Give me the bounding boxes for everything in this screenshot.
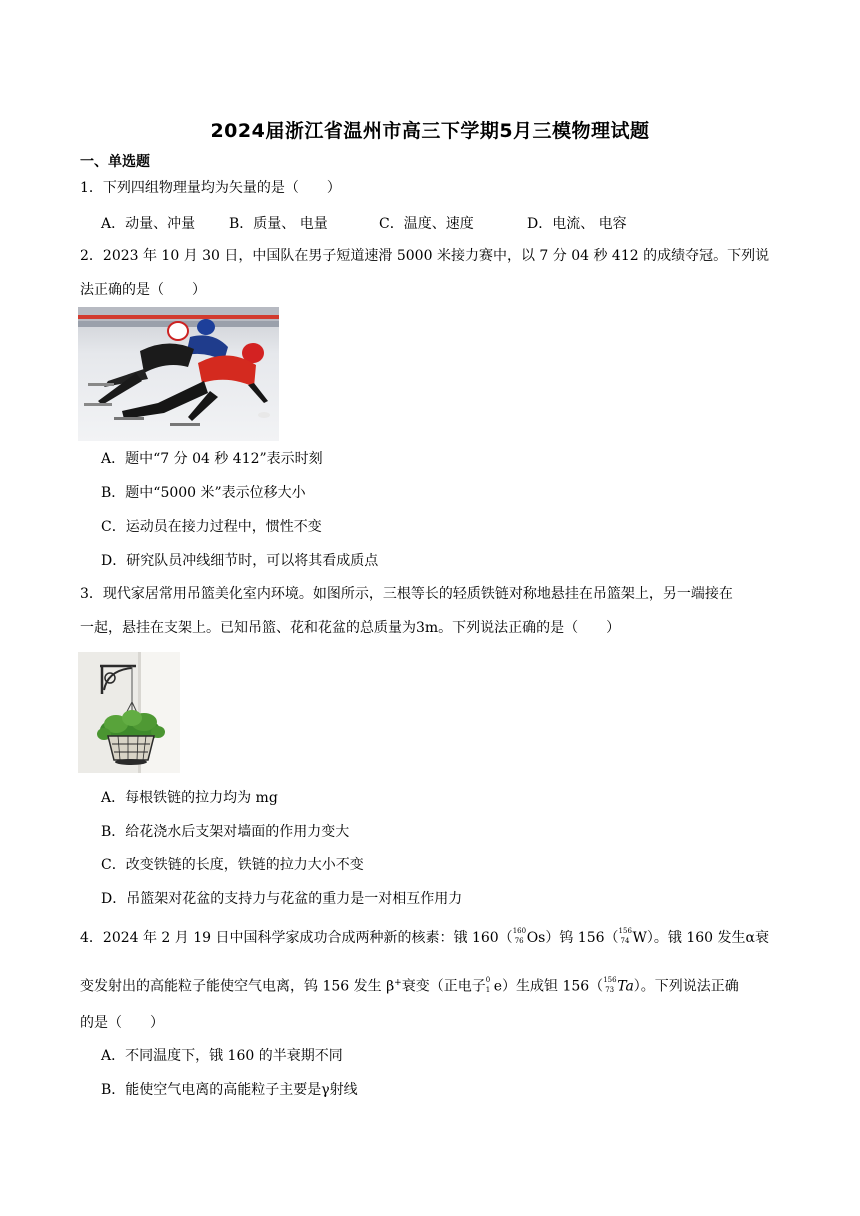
e-mass-number: 0	[485, 975, 491, 984]
e-charge-number: 1	[485, 985, 491, 994]
question-3-stem-line1: 3．现代家居常用吊篮美化室内环境。如图所示，三根等长的轻质铁链对称地悬挂在吊篮架上，另一端接在	[80, 586, 733, 602]
question-4-stem-line3: 的是（ ）	[80, 1015, 164, 1031]
ta-atomic-number: 73	[605, 985, 615, 994]
q2-option-a: A．题中“7 分 04 秒 412”表示时刻	[101, 451, 323, 467]
q4-text-2d: ）。下列说法正确	[633, 978, 739, 995]
q1-option-b: B．质量、 电量	[229, 216, 328, 232]
q3-option-b: B．给花浇水后支架对墙面的作用力变大	[101, 824, 350, 840]
q2-option-b: B．题中“5000 米”表示位移大小	[101, 485, 306, 501]
ta-mass-number: 156	[603, 975, 617, 984]
q4-option-b: B．能使空气电离的高能粒子主要是γ射线	[101, 1082, 358, 1098]
speed-skating-photo	[78, 307, 279, 441]
w-atomic-number: 74	[620, 937, 630, 945]
q3-option-d: D．吊篮架对花盆的支持力与花盆的重力是一对相互作用力	[101, 891, 463, 907]
q1-option-c: C．温度、速度	[379, 216, 474, 232]
section-heading: 一、单选题	[80, 154, 150, 170]
q4-text-1a: 4．2024 年 2 月 19 日中国科学家成功合成两种新的核素：锇 160（	[80, 930, 513, 946]
positron-nuclide	[485, 975, 494, 996]
ta-symbol: Ta	[617, 978, 634, 995]
q3-option-a: A．每根铁链的拉力均为 mg	[101, 790, 278, 806]
question-1-stem: 1．下列四组物理量均为矢量的是（ ）	[80, 180, 341, 196]
hanging-basket-photo	[78, 652, 180, 773]
question-4-stem-line1	[80, 929, 769, 947]
q2-option-c: C．运动员在接力过程中，惯性不变	[101, 519, 322, 535]
beta-plus-sup: +	[394, 978, 402, 988]
question-1-options	[101, 213, 661, 231]
q4-text-1b: ）钨 156（	[545, 930, 619, 946]
tungsten-nuclide	[619, 929, 633, 947]
page-title: 2024届浙江省温州市高三下学期5月三模物理试题	[210, 120, 650, 142]
w-mass-number: 156	[618, 927, 632, 935]
question-2-stem-line1: 2．2023 年 10 月 30 日，中国队在男子短道速滑 5000 米接力赛中，以 7 分 04 秒 412 的成绩夺冠。下列说	[80, 248, 770, 264]
q2-option-d: D．研究队员冲线细节时，可以将其看成质点	[101, 553, 379, 569]
q4-text-2c: ）生成钽 156（	[502, 978, 604, 995]
q4-text-2a: 变发射出的高能粒子能使空气电离，钨 156 发生 β	[80, 978, 395, 995]
tantalum-nuclide	[603, 975, 617, 996]
q4-text-2b: 衰变（正电子	[401, 978, 486, 995]
question-2-stem-line2: 法正确的是（ ）	[80, 282, 206, 298]
w-symbol: W	[632, 930, 647, 946]
q4-option-a: A．不同温度下，锇 160 的半衰期不同	[101, 1048, 343, 1064]
os-symbol: Os	[526, 930, 546, 946]
e-symbol: e	[493, 978, 503, 995]
osmium-nuclide	[513, 929, 527, 947]
os-mass-number: 160	[512, 927, 527, 935]
q1-option-d: D．电流、 电容	[527, 216, 627, 232]
os-atomic-number: 76	[514, 937, 524, 945]
question-4-stem-line2	[80, 974, 739, 996]
q1-option-a: A．动量、冲量	[101, 216, 196, 232]
q4-text-1c: ）。锇 160 发生α衰	[646, 930, 769, 946]
question-3-stem-line2: 一起，悬挂在支架上。已知吊篮、花和花盆的总质量为3m。下列说法正确的是（ ）	[80, 620, 621, 636]
q3-option-c: C．改变铁链的长度，铁链的拉力大小不变	[101, 857, 364, 873]
